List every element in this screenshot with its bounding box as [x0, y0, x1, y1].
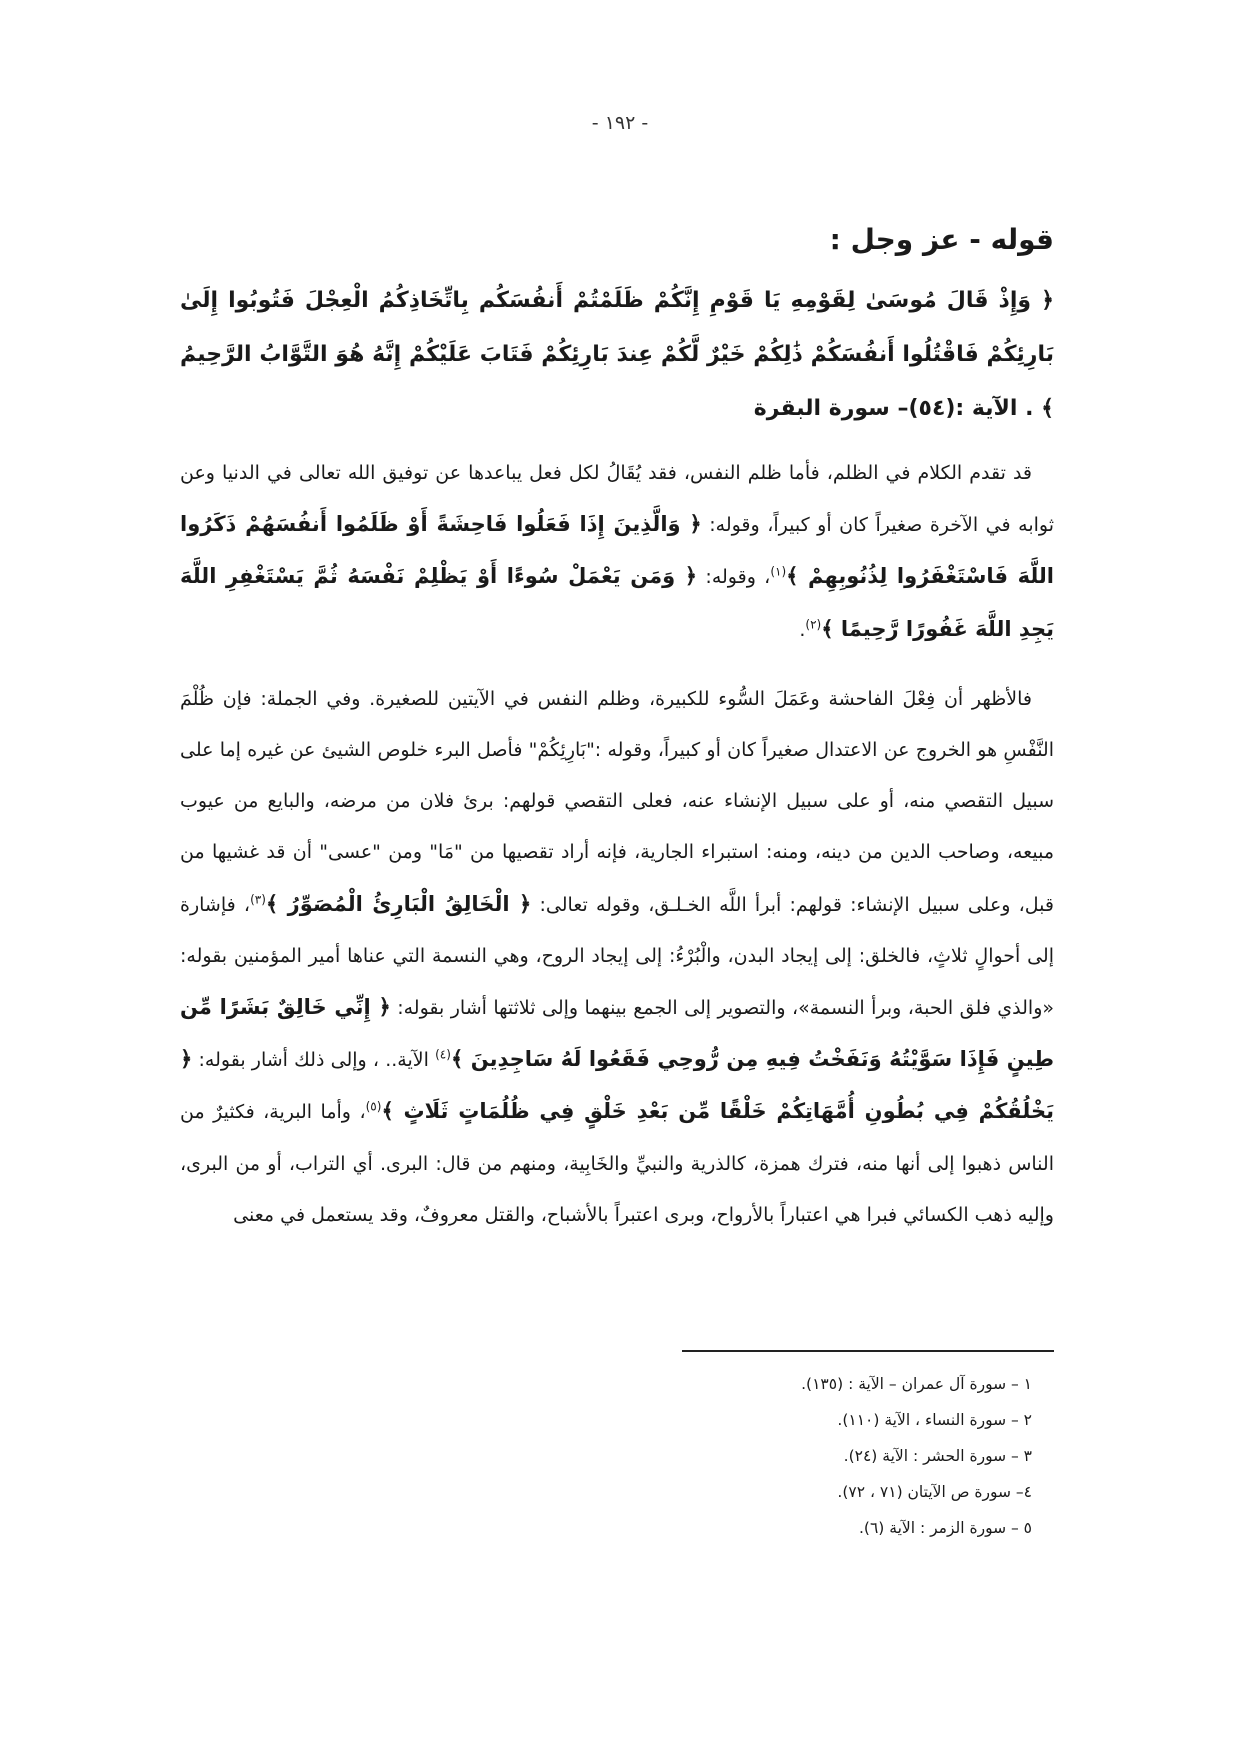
footnote-ref[interactable]: (٢)	[805, 617, 822, 632]
text-run: فالأظهر أن فِعْلَ الفاحشة وعَمَلَ السُّوء للكبيرة، وظلم النفس في الآيتين للصغيرة. وفي الجملة: فإن ظُلْمَ النَّفْسِ هو الخروج عن الاعتدال صغيراً كان أو كبيراً، وقوله :"بَارِئِكُمْ" فأصل البرء خلوص الشيئ عن غيره إما على سبيل التقصي منه، أو على سبيل الإنشاء عنه، فعلى التقصي قولهم: برئ فلان من مرضه، والبايع من عيوب مبيعه، وصاحب الدين من دينه، ومنه: استبراء الجارية، فإنه أراد تقصيها من "مَا" ومن "عسى" أن قد غشيها من قبل، وعلى سبيل الإنشاء: قولهم: أبرأ اللَّه الخـلـق، وقوله تعالى:	[180, 687, 1054, 916]
footnotes-list	[534, 1366, 1054, 1546]
paragraph-1	[180, 448, 1054, 656]
text-run: ، فإشارة إلى أحوالٍ ثلاثٍ، فالخلق: إلى إيجاد البدن، والْبُرْءُ: إلى إيجاد الروح، وهي النسمة التي عناها أمير المؤمنين بقوله: «والذي فلق الحبة، وبرأ النسمة»، والتصوير إلى الجمع بينهما وإلى ثلاثتها أشار بقوله:	[180, 893, 1054, 1020]
footnote-item: ٢ – سورة النساء ، الآية (١١٠).	[837, 1411, 1032, 1429]
text-run: قد تقدم الكلام في الظلم، فأما ظلم النفس، فقد يُقَالُ لكل فعل يباعدها عن توفيق الله تعالى في الدنيا وعن ثوابه في الآخرة صغيراً كان أو كبيراً، وقوله:	[180, 462, 1054, 537]
quran-quote: ﴿ وَالَّذِينَ إِذَا فَعَلُوا فَاحِشَةً أَوْ ظَلَمُوا أَنفُسَهُمْ ذَكَرُوا اللَّهَ فَاسْتَغْفَرُوا لِذُنُوبِهِمْ ﴾	[180, 512, 1054, 589]
footnote-ref[interactable]: (٥)	[365, 1100, 382, 1115]
text-run: .	[799, 618, 806, 641]
footnote-item: ١ – سورة آل عمران – الآية : (١٣٥).	[801, 1375, 1032, 1393]
quran-quote: ﴿ الْخَالِقُ الْبَارِئُ الْمُصَوِّرُ ﴾	[265, 891, 532, 916]
footnote-item: ٥ – سورة الزمر : الآية (٦).	[858, 1519, 1032, 1537]
text-run: الآية.. ، وإلى ذلك أشار بقوله:	[192, 1049, 436, 1072]
main-text	[180, 218, 1054, 1241]
quran-verse: ﴿ وَإِذْ قَالَ مُوسَىٰ لِقَوْمِهِ يَا قَوْمِ إِنَّكُمْ ظَلَمْتُمْ أَنفُسَكُم بِاتِّخَاذِكُمُ الْعِجْلَ فَتُوبُوا إِلَىٰ بَارِئِكُمْ فَاقْتُلُوا أَنفُسَكُمْ ذَٰلِكُمْ خَيْرٌ لَّكُمْ عِندَ بَارِئِكُمْ فَتَابَ عَلَيْكُمْ إِنَّهُ هُوَ التَّوَّابُ الرَّحِيمُ ﴾	[180, 288, 1054, 421]
quran-quote: ﴿ يَخْلُقُكُمْ فِي بُطُونِ أُمَّهَاتِكُمْ خَلْقًا مِّن بَعْدِ خَلْقٍ فِي ظُلُمَاتٍ ثَلَاثٍ ﴾	[180, 1047, 1054, 1124]
quran-verse-block	[180, 274, 1054, 436]
quran-quote: ﴿ إِنِّي خَالِقٌ بَشَرًا مِّن طِينٍ فَإِذَا سَوَّيْتُهُ وَنَفَخْتُ فِيهِ مِن رُّوحِي فَقَعُوا لَهُ سَاجِدِينَ ﴾	[180, 995, 1054, 1072]
paragraph-2	[180, 674, 1054, 1241]
text-run: ، وقوله:	[697, 566, 771, 589]
footnote-divider	[682, 1350, 1054, 1352]
footnote-item: ٣ – سورة الحشر : الآية (٢٤).	[843, 1447, 1032, 1465]
footnote-ref[interactable]: (٣)	[250, 892, 266, 907]
text-run: ، وأما البرية، فكثيرٌ من الناس ذهبوا إلى أنها منه، فترك همزة، كالذرية والنبيِّ والخَابِية، ومنهم من قال: البرى. أي التراب، أو من البرى، وإليه ذهب الكسائي فبرا هي اعتباراً بالأرواح، وبرى اعتبراً بالأشباح، والقتل معروفٌ، وقد يستعمل في معنى	[180, 1101, 1054, 1226]
section-heading: قوله - عز وجل :	[829, 223, 1054, 256]
quran-quote: ﴿ وَمَن يَعْمَلْ سُوءًا أَوْ يَظْلِمْ نَفْسَهُ ثُمَّ يَسْتَغْفِرِ اللَّهَ يَجِدِ اللَّهَ غَفُورًا رَّحِيمًا ﴾	[180, 564, 1054, 641]
verse-reference: . الآية :(٥٤)– سورة البقرة	[753, 396, 1034, 421]
footnote-ref[interactable]: (٤)	[435, 1047, 451, 1062]
page-number: - ١٩٢ -	[591, 112, 649, 134]
footnote-item: ٤– سورة ص الآيتان (٧١ ، ٧٢).	[837, 1483, 1032, 1501]
footnote-ref[interactable]: (١)	[770, 565, 787, 580]
